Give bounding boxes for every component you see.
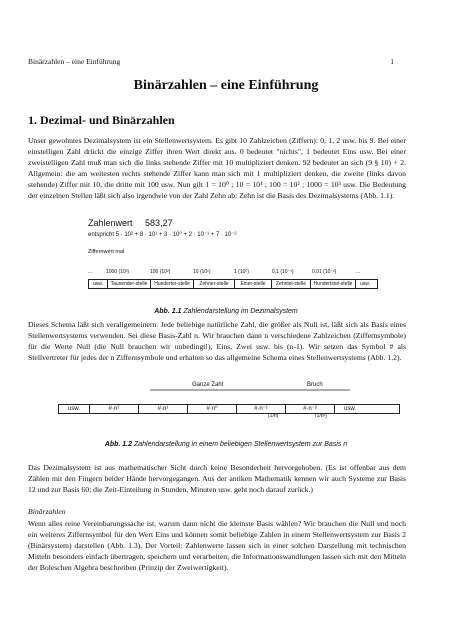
- caption-text: Zahlendarstellung in einem beliebigen Stellenwertsystem zur Basis n: [133, 441, 348, 448]
- general-cell: #·n¹: [139, 405, 188, 413]
- caption-number: Abb. 1.2: [104, 441, 133, 448]
- place-cell: Hunderter-stelle: [151, 280, 194, 288]
- general-cell: #·n⁰: [188, 405, 237, 413]
- fraction-one-over-n2: (1/n²): [315, 413, 327, 419]
- weight-cell: 1000 (10³): [106, 269, 130, 275]
- ziffernwert-label: Ziffernwert mal: [88, 249, 125, 255]
- document-title: Binärzahlen – eine Einführung: [133, 78, 319, 93]
- weight-cell: 1 (10⁰): [234, 269, 250, 275]
- figure-decimal: [88, 218, 378, 289]
- running-title: Binärzahlen – eine Einführung: [28, 57, 121, 66]
- weight-cell: 0,01 (10⁻²): [312, 269, 337, 275]
- fraction-one-over-n: (1/n): [268, 413, 279, 419]
- section-heading: 1. Dezimal- und Binärzahlen: [28, 113, 175, 127]
- place-cell: Tausender-stelle: [108, 280, 151, 288]
- paragraph-decimal-note: Das Dezimalsystem ist aus mathematischer Sicht durch keine Besonderheit hervorgehoben. (Es ist offenbar aus dem Zählen mit den Fingern beider Hände hervorgegangen. Aus der antiken Mathematik kennen wir auch Systeme zur Basis 12 und zur Basis 60; die Zeit-Einteilung in Stunden, Minuten usw. geht noch darauf zurück.): [28, 463, 406, 494]
- zahlenwert-line: [88, 218, 378, 228]
- place-row: [88, 279, 378, 289]
- paragraph-binary: Wenn alles reine Vereinbarungssache ist, warum dann nicht die kleinste Basis wählen? Wir brauchen die Null und noch ein weiteres Ziffernsymbol für den Wert Eins und können somit beliebige Zahlen in einem Stellenwertsystem zur Basis 2 (Binärsystem) darstellen (Abb. 1.3). Der Vorteil: Zahlenwerte lassen sich in einer solchen Darstellung mit technischen Mitteln besonders einfach übertragen, speichern und verarbeiten; die Informationswandlungen lassen sich mit den Mitteln der Boleschen Algebra beschreiben (Prinzip der Zweiwertigkeit).: [28, 519, 406, 572]
- bracket-labels: [50, 383, 410, 397]
- bruch-label: Bruch: [307, 382, 323, 388]
- page-number: 1: [390, 57, 394, 66]
- place-cell: usw.: [89, 280, 108, 288]
- general-cell: #·n⁻²: [286, 405, 335, 413]
- general-cell: #·n⁻¹: [237, 405, 286, 413]
- weights-row: [88, 269, 378, 275]
- weight-cell: 10 (10¹): [193, 269, 211, 275]
- weight-cell: 100 (10²): [150, 269, 171, 275]
- page-header: [28, 57, 394, 66]
- caption-number: Abb. 1.1: [154, 308, 182, 315]
- subheading-binaerzahlen: Binärzahlen: [28, 507, 66, 516]
- place-cell: Zehntel-stelle: [272, 280, 311, 288]
- paragraph-intro: Unser gewohntes Dezimalsystem ist ein Stellenwertsystem. Es gibt 10 Zahlzeichen (Ziffern): 0, 1, 2 usw. bis 9. Bei einer einstelligen Zahl drückt die einzige Ziffer ihren Wert direkt aus. 0 bedeutet "nichts", 1 bedeutet Eins usw. Bei einer zweistelligen Zahl muß man sich die links stehende Ziffer mit 10 multipliziert denken. 92 bedeutet an sich (9 § 10) + 2. Allgemein: die am weitesten rechts stehende Ziffer kann man sich mit 1 multipliziert denken, die zweite (links davon stehende) Ziffer mit 10, die dritte mit 100 usw. Nun gilt 1 = 10⁰ ; 10 = 10¹ ; 100 = 10² ; 1000 = 10³ usw. Die Bedeutung der einzelnen Stellen läßt sich also irgendwie von der Zahl Zehn ab: Zehn ist die Basis des Dezimalsystems (Abb. 1.1).: [28, 136, 406, 200]
- general-cell: #·n²: [90, 405, 139, 413]
- entspricht-line: entspricht 5 · 10² + 8 · 10¹ + 3 · 10⁰ + 2 · 10⁻¹ + 7 · 10⁻²: [88, 232, 237, 238]
- place-cell: usw.: [359, 281, 370, 287]
- figure-caption-1: [0, 308, 452, 315]
- caption-text: Zahlendarstellung im Dezimalsystem: [183, 308, 298, 315]
- general-cell: usw.: [343, 406, 356, 412]
- figure-general: [50, 382, 410, 419]
- figure-caption-2: [0, 441, 452, 448]
- zahlenwert-value: 583,27: [145, 218, 173, 228]
- place-cell: Hundertstel-stelle: [311, 280, 356, 288]
- weight-cell: ...: [356, 269, 361, 275]
- paragraph-general: Dieses Schema läßt sich verallgemeinern. Jede beliebige natürliche Zahl, die größer als Null ist, läßt sich als Basis eines Stellenwertsystems verwenden. Sei diese Basis-Zahl n. Wir brauchen dann n verschiedene Zahlzeichen (Ziffernsymbole) für die Werte Null (die Null brauchen wir unbedingt!), Eins, Zwei usw. bis (n-1). Wir setzen das Symbol # als Stellvertreter für jedes der n Ziffernsymbole und erhalten so das allgemeine Schema eines Stellenwertsystems (Abb. 1.2).: [28, 320, 406, 362]
- general-place-row: [58, 404, 400, 414]
- weight-cell: 0,1 (10⁻¹): [272, 269, 294, 275]
- weight-cell: ...: [88, 269, 93, 275]
- zahlenwert-label: Zahlenwert: [88, 218, 133, 228]
- place-cell: Einer-stelle: [235, 280, 272, 288]
- general-cell: usw.: [59, 405, 90, 413]
- place-cell: Zehner-stelle: [194, 280, 235, 288]
- ganze-zahl-label: Ganze Zahl: [192, 382, 224, 388]
